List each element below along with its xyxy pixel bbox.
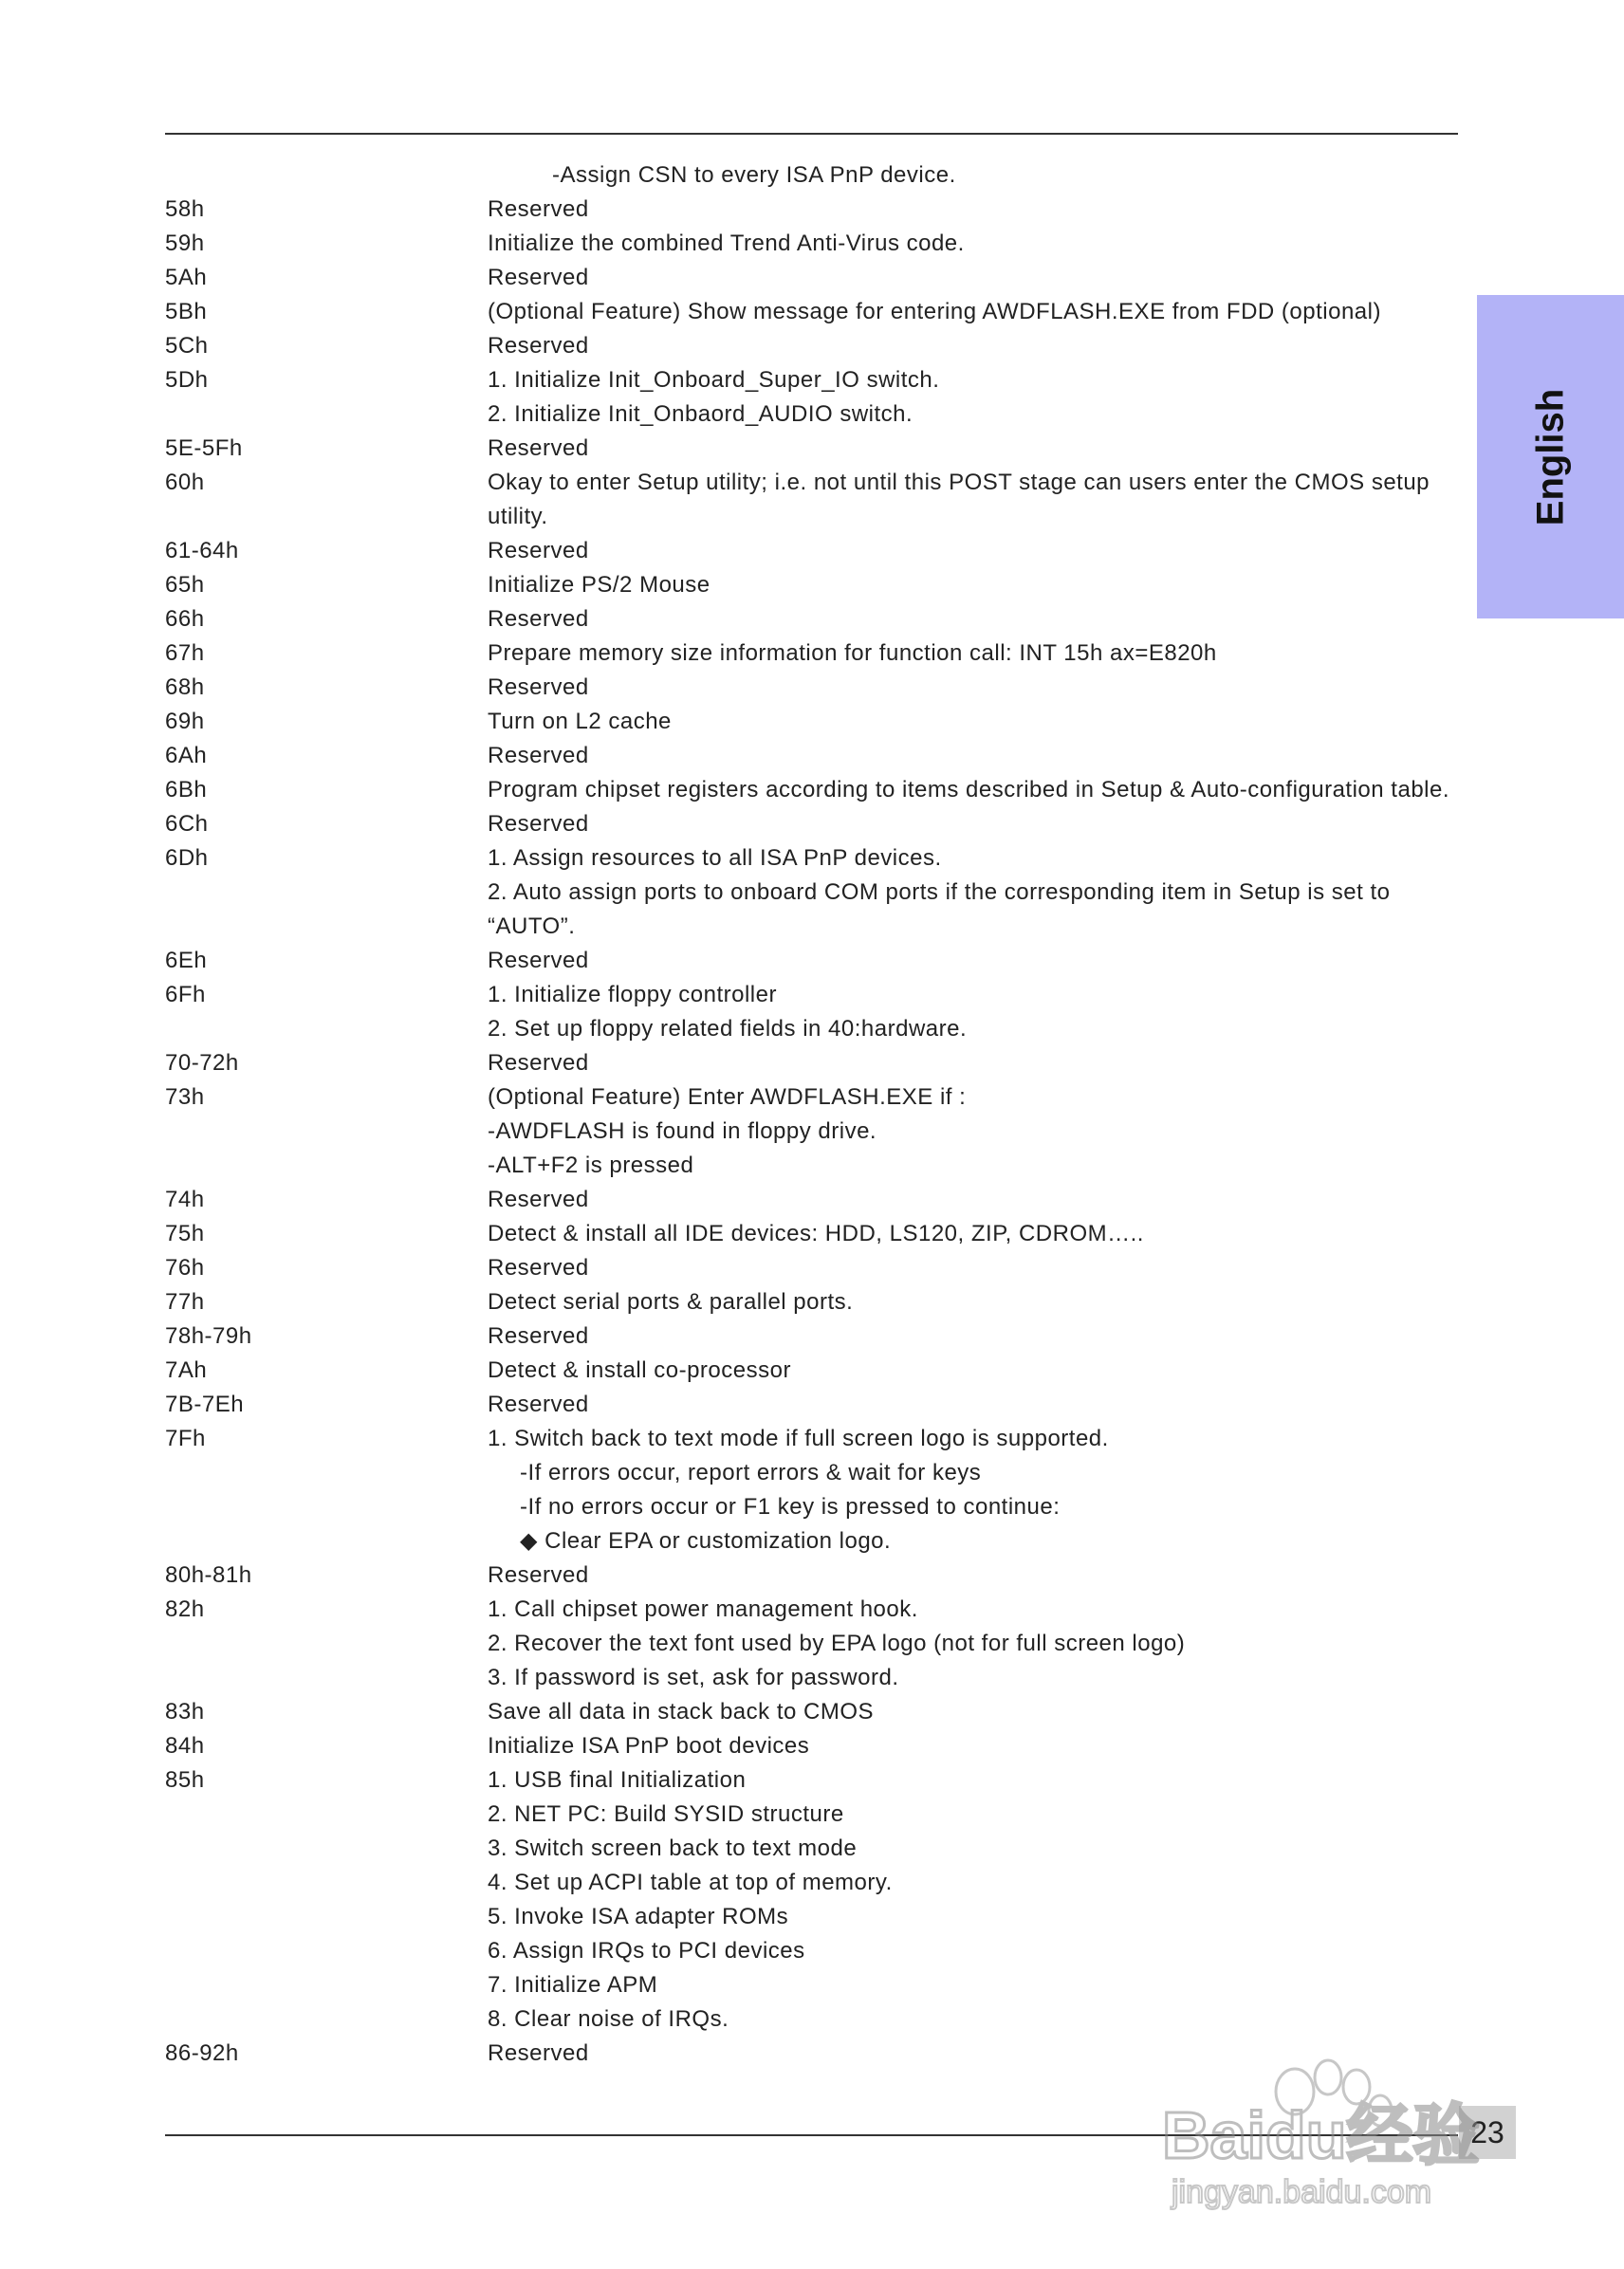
post-code-row	[165, 671, 1465, 705]
post-code: 85h	[165, 1767, 205, 1793]
description-line: Turn on L2 cache	[488, 709, 672, 734]
description-line: Reserved	[488, 1392, 589, 1417]
watermark-text: Baidu经验	[1162, 2098, 1480, 2172]
description-line: Reserved	[488, 606, 589, 632]
description-line: Reserved	[488, 538, 589, 563]
post-code-description	[488, 193, 1465, 227]
post-code-description	[488, 466, 1465, 534]
description-line: Reserved	[488, 1323, 589, 1349]
post-code-description	[488, 1559, 1465, 1593]
post-code: 6Dh	[165, 845, 209, 871]
post-code-row	[165, 1319, 1465, 1354]
post-code-description	[488, 1388, 1465, 1422]
post-code-description	[488, 602, 1465, 636]
post-code-description	[488, 227, 1465, 261]
description-line: Reserved	[488, 1562, 589, 1588]
post-code-row	[165, 1388, 1465, 1422]
description-line: ◆ Clear EPA or customization logo.	[520, 1528, 892, 1554]
post-code-row	[165, 158, 1465, 193]
description-line: Initialize PS/2 Mouse	[488, 572, 710, 598]
post-code-row	[165, 363, 1465, 432]
post-code: 5E-5Fh	[165, 435, 243, 461]
post-code: 70-72h	[165, 1050, 239, 1076]
post-code-description	[488, 705, 1465, 739]
post-code-description	[488, 773, 1465, 807]
post-code: 66h	[165, 606, 205, 632]
description-line: Reserved	[488, 2040, 589, 2066]
post-code-row	[165, 193, 1465, 227]
post-code-description	[488, 1695, 1465, 1729]
description-line: Reserved	[488, 811, 589, 837]
post-code: 69h	[165, 709, 205, 734]
post-code: 75h	[165, 1221, 205, 1246]
post-code-row	[165, 466, 1465, 534]
post-code-row	[165, 705, 1465, 739]
post-code-description	[488, 1354, 1465, 1388]
post-code-row	[165, 807, 1465, 841]
post-code-description	[488, 841, 1465, 944]
description-line: 6. Assign IRQs to PCI devices	[488, 1938, 805, 1964]
description-line: Reserved	[488, 435, 589, 461]
post-code-row	[165, 1354, 1465, 1388]
description-line: 1. Assign resources to all ISA PnP devices.	[488, 845, 942, 871]
post-code-description	[488, 534, 1465, 568]
description-line: 2. NET PC: Build SYSID structure	[488, 1801, 844, 1827]
post-code-description	[488, 1217, 1465, 1251]
post-code-row	[165, 1046, 1465, 1080]
post-code: 73h	[165, 1084, 205, 1110]
post-code-description	[488, 1763, 1465, 2037]
post-code: 5Dh	[165, 367, 209, 393]
post-code: 59h	[165, 231, 205, 256]
description-line: 5. Invoke ISA adapter ROMs	[488, 1904, 789, 1929]
top-rule	[165, 133, 1458, 135]
post-code-row	[165, 1285, 1465, 1319]
description-line: Initialize ISA PnP boot devices	[488, 1733, 810, 1759]
post-code-row	[165, 227, 1465, 261]
description-line: Initialize the combined Trend Anti-Virus code.	[488, 231, 965, 256]
description-line: Detect & install all IDE devices: HDD, LS120, ZIP, CDROM…..	[488, 1221, 1144, 1246]
post-code-row	[165, 295, 1465, 329]
description-line: Reserved	[488, 265, 589, 290]
language-side-tab	[1477, 295, 1624, 618]
description-line: Detect serial ports & parallel ports.	[488, 1289, 854, 1315]
description-line: 2. Recover the text font used by EPA logo (not for full screen logo)	[488, 1631, 1186, 1656]
post-code-row	[165, 1251, 1465, 1285]
post-code: 6Fh	[165, 982, 206, 1007]
description-line: Reserved	[488, 743, 589, 768]
description-line: Reserved	[488, 333, 589, 359]
post-code-description	[488, 1422, 1465, 1559]
post-code-row	[165, 261, 1465, 295]
post-code-row	[165, 978, 1465, 1046]
description-line: Okay to enter Setup utility; i.e. not until this POST stage can users enter the CMOS setup utility.	[488, 470, 1430, 529]
post-code: 61-64h	[165, 538, 239, 563]
description-line: 2. Initialize Init_Onbaord_AUDIO switch.	[488, 401, 914, 427]
post-code-row	[165, 568, 1465, 602]
post-code: 78h-79h	[165, 1323, 252, 1349]
post-code: 6Eh	[165, 948, 208, 973]
post-code: 68h	[165, 674, 205, 700]
post-code-description	[488, 568, 1465, 602]
post-code-description	[488, 1046, 1465, 1080]
description-line: Reserved	[488, 1050, 589, 1076]
description-line: -ALT+F2 is pressed	[488, 1153, 694, 1178]
post-code-description	[488, 295, 1465, 329]
post-code-description	[488, 1593, 1465, 1695]
post-code-description	[488, 1183, 1465, 1217]
watermark-url: jingyan.baidu.com	[1172, 2174, 1432, 2210]
post-code-description	[488, 944, 1465, 978]
post-code: 6Ah	[165, 743, 208, 768]
post-code-row	[165, 329, 1465, 363]
post-code-row	[165, 432, 1465, 466]
page-number: 23	[1459, 2106, 1516, 2159]
paw-toe-icon	[1315, 2060, 1341, 2094]
description-line: 8. Clear noise of IRQs.	[488, 2006, 729, 2032]
post-code-row	[165, 1422, 1465, 1559]
post-code: 67h	[165, 640, 205, 666]
post-code-row	[165, 841, 1465, 944]
post-code-row	[165, 1080, 1465, 1183]
post-code: 60h	[165, 470, 205, 495]
description-line: 4. Set up ACPI table at top of memory.	[488, 1870, 893, 1895]
post-code-description	[488, 158, 1465, 193]
baidu-watermark-logo	[1153, 2020, 1532, 2210]
description-line: Prepare memory size information for function call: INT 15h ax=E820h	[488, 640, 1217, 666]
description-line: 1. Call chipset power management hook.	[488, 1596, 918, 1622]
post-code-row	[165, 739, 1465, 773]
post-code-row	[165, 636, 1465, 671]
post-code-description	[488, 432, 1465, 466]
description-line: Save all data in stack back to CMOS	[488, 1699, 875, 1725]
post-code: 74h	[165, 1187, 205, 1212]
description-line: 7. Initialize APM	[488, 1972, 658, 1998]
post-code-row	[165, 1559, 1465, 1593]
description-line: -If no errors occur or F1 key is pressed to continue:	[520, 1494, 1061, 1520]
post-code: 5Ch	[165, 333, 209, 359]
post-code-row	[165, 1593, 1465, 1695]
description-line: 2. Auto assign ports to onboard COM ports if the corresponding item in Setup is set to “AUTO”.	[488, 879, 1391, 939]
post-code-row	[165, 534, 1465, 568]
post-code-row	[165, 1695, 1465, 1729]
post-code	[165, 158, 488, 193]
post-code-row	[165, 944, 1465, 978]
post-code: 77h	[165, 1289, 205, 1315]
description-line: 1. Switch back to text mode if full screen logo is supported.	[488, 1426, 1109, 1451]
post-code: 7B-7Eh	[165, 1392, 245, 1417]
description-line: Reserved	[488, 674, 589, 700]
description-line: 1. Initialize Init_Onboard_Super_IO switch.	[488, 367, 940, 393]
post-code: 58h	[165, 196, 205, 222]
post-code-description	[488, 1080, 1465, 1183]
post-code-row	[165, 1183, 1465, 1217]
post-code: 65h	[165, 572, 205, 598]
post-code-description	[488, 1319, 1465, 1354]
post-code: 6Bh	[165, 777, 208, 802]
post-code: 82h	[165, 1596, 205, 1622]
description-line: (Optional Feature) Show message for entering AWDFLASH.EXE from FDD (optional)	[488, 299, 1381, 324]
post-code: 5Ah	[165, 265, 208, 290]
post-code-description	[488, 261, 1465, 295]
post-code-row	[165, 1763, 1465, 2037]
post-code-description	[488, 807, 1465, 841]
post-code: 76h	[165, 1255, 205, 1281]
post-code-description	[488, 739, 1465, 773]
post-code-description	[488, 363, 1465, 432]
post-code-description	[488, 1251, 1465, 1285]
description-line: -AWDFLASH is found in floppy drive.	[488, 1118, 877, 1144]
post-code-description	[488, 329, 1465, 363]
description-line: Reserved	[488, 196, 589, 222]
post-code: 7Ah	[165, 1357, 208, 1383]
post-code: 5Bh	[165, 299, 208, 324]
post-code: 84h	[165, 1733, 205, 1759]
post-code-row	[165, 602, 1465, 636]
description-line: 2. Set up floppy related fields in 40:hardware.	[488, 1016, 968, 1042]
description-line: -If errors occur, report errors & wait for keys	[520, 1460, 982, 1485]
description-line: Program chipset registers according to items described in Setup & Auto-configuration table.	[488, 777, 1450, 802]
post-code-description	[488, 1285, 1465, 1319]
post-code-list	[165, 158, 1465, 2071]
post-code: 83h	[165, 1699, 205, 1725]
description-line: 3. If password is set, ask for password.	[488, 1665, 899, 1690]
description-line: Reserved	[488, 1187, 589, 1212]
description-line: Reserved	[488, 1255, 589, 1281]
description-line: 3. Switch screen back to text mode	[488, 1835, 858, 1861]
description-line: Detect & install co-processor	[488, 1357, 791, 1383]
description-line: (Optional Feature) Enter AWDFLASH.EXE if :	[488, 1084, 967, 1110]
description-line: 1. Initialize floppy controller	[488, 982, 777, 1007]
post-code: 6Ch	[165, 811, 209, 837]
post-code: 7Fh	[165, 1426, 206, 1451]
post-code: 80h-81h	[165, 1562, 252, 1588]
description-line: 1. USB final Initialization	[488, 1767, 747, 1793]
post-code-row	[165, 1729, 1465, 1763]
description-line: Reserved	[488, 948, 589, 973]
post-code: 86-92h	[165, 2040, 239, 2066]
description-line: -Assign CSN to every ISA PnP device.	[552, 162, 956, 188]
post-code-row	[165, 773, 1465, 807]
post-code-row	[165, 1217, 1465, 1251]
post-code-description	[488, 671, 1465, 705]
post-code-description	[488, 1729, 1465, 1763]
language-side-tab-label: English	[1529, 388, 1571, 526]
post-code-description	[488, 636, 1465, 671]
post-code-description	[488, 978, 1465, 1046]
